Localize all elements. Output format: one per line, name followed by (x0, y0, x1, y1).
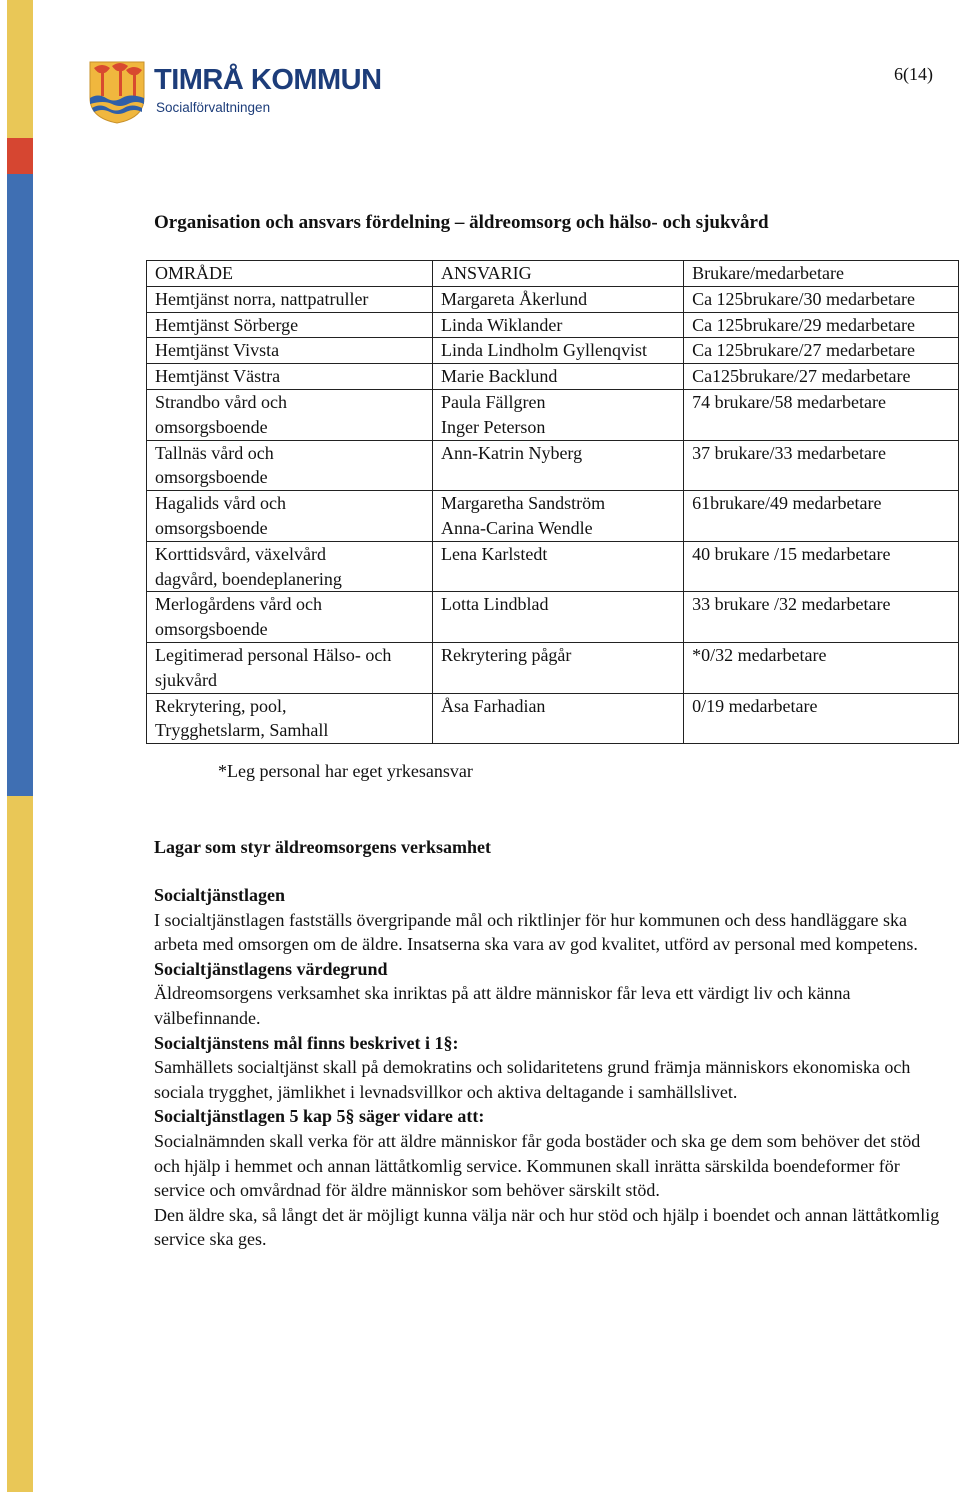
side-stripe-yellow-bottom (7, 796, 33, 1492)
table-row (147, 693, 959, 744)
area-cell-line: omsorgsboende (155, 517, 268, 538)
area-cell (147, 286, 433, 312)
area-cell-line: Legitimerad personal Hälso- och (155, 644, 392, 665)
area-cell-line: Rekrytering, pool, (155, 695, 287, 716)
laws-heading (154, 835, 944, 860)
responsible-cell (432, 389, 683, 440)
count-cell: Ca125brukare/27 medarbetare (684, 364, 959, 390)
responsible-cell-line: Anna-Carina Wendle (440, 517, 593, 538)
responsible-cell-line: Linda Lindholm Gyllenqvist (440, 340, 647, 361)
responsible-cell (432, 312, 683, 338)
count-cell: 37 brukare/33 medarbetare (684, 440, 959, 491)
area-cell-line: Strandbo vård och (155, 391, 287, 412)
responsible-cell (432, 364, 683, 390)
responsible-cell-line: Rekrytering pågår (440, 644, 572, 665)
area-cell (147, 440, 433, 491)
responsible-cell (432, 592, 683, 643)
subsection-heading: Socialtjänstlagens värdegrund (154, 958, 388, 979)
responsible-cell (432, 338, 683, 364)
area-cell-line: Hemtjänst Västra (155, 366, 281, 387)
header-responsible: ANSVARIG (432, 261, 683, 287)
area-cell-line: Tallnäs vård och (155, 442, 274, 463)
area-cell-line: Korttidsvård, växelvård (155, 543, 326, 564)
page-title: Organisation och ansvars fördelning – äldreomsorg och hälso- och sjukvård (154, 212, 769, 233)
area-cell (147, 592, 433, 643)
area-cell-line: Hemtjänst Vivsta (155, 340, 280, 361)
table-row (147, 440, 959, 491)
responsible-cell-line: Lena Karlstedt (440, 543, 548, 564)
responsible-cell (432, 491, 683, 542)
count-cell: 40 brukare /15 medarbetare (684, 541, 959, 592)
subsection-heading: Socialtjänstens mål finns beskrivet i 1§: (154, 1032, 459, 1053)
area-cell (147, 338, 433, 364)
count-cell: *0/32 medarbetare (684, 642, 959, 693)
count-cell: Ca 125brukare/27 medarbetare (684, 338, 959, 364)
area-cell-line: omsorgsboende (155, 416, 268, 437)
responsible-cell (432, 693, 683, 744)
table-row (147, 642, 959, 693)
table-header-row (147, 261, 959, 287)
responsible-cell-line: Margaretha Sandström (440, 493, 606, 514)
footnote: *Leg personal har eget yrkesansvar (218, 761, 473, 781)
table-row (147, 491, 959, 542)
subsection-heading: Socialtjänstlagen 5 kap 5§ säger vidare att: (154, 1106, 485, 1127)
side-stripe-yellow-top (7, 0, 33, 138)
municipal-coat-of-arms-icon (88, 60, 146, 124)
logo-name: TIMRÅ KOMMUN (154, 64, 382, 96)
responsible-cell-line: Margareta Åkerlund (440, 288, 588, 309)
section-heading: Lagar som styr äldreomsorgens verksamhet (154, 837, 491, 857)
responsible-cell (432, 286, 683, 312)
responsible-cell (432, 541, 683, 592)
area-cell (147, 491, 433, 542)
area-cell (147, 693, 433, 744)
logo-subtitle: Socialförvaltningen (156, 100, 271, 115)
count-cell: Ca 125brukare/29 medarbetare (684, 312, 959, 338)
table-row (147, 286, 959, 312)
table-row (147, 592, 959, 643)
area-cell (147, 541, 433, 592)
paragraph: Samhällets socialtjänst skall på demokratins och solidaritetens grund främja människors ekonomiska och sociala trygghet, jämlikhet i levnadsvillkor och aktiva deltagande i samhällslivet. (154, 1057, 911, 1102)
subsection-heading: Socialtjänstlagen (154, 885, 286, 905)
area-cell-line: dagvård, boendeplanering (155, 568, 342, 589)
area-cell-line: sjukvård (155, 669, 217, 690)
area-cell (147, 389, 433, 440)
laws-body (154, 883, 944, 1252)
area-cell-line: Hagalids vård och (155, 493, 286, 514)
table-row (147, 338, 959, 364)
area-cell (147, 642, 433, 693)
responsible-cell-line: Linda Wiklander (440, 314, 563, 335)
area-cell (147, 312, 433, 338)
count-cell: 74 brukare/58 medarbetare (684, 389, 959, 440)
table-row (147, 312, 959, 338)
organisation-table (146, 260, 959, 744)
table-row (147, 389, 959, 440)
responsible-cell-line: Åsa Farhadian (440, 695, 546, 716)
responsible-cell-line: Inger Peterson (440, 416, 546, 437)
side-stripe-blue (7, 174, 33, 796)
area-cell-line: Hemtjänst Sörberge (155, 314, 299, 335)
table-row (147, 364, 959, 390)
side-stripe-red (7, 138, 33, 174)
page-number: 6(14) (894, 64, 933, 84)
paragraph: Den äldre ska, så långt det är möjligt kunna välja när och hur stöd och hjälp i boendet och annan lättåtkomlig service ska ges. (154, 1204, 940, 1250)
count-cell: 33 brukare /32 medarbetare (684, 592, 959, 643)
responsible-cell (432, 642, 683, 693)
count-cell: Ca 125brukare/30 medarbetare (684, 286, 959, 312)
paragraph: I socialtjänstlagen fastställs övergripande mål och riktlinjer för hur kommunen och dess handläggare ska arbeta med omsorgen om de äldre. Insatserna ska vara av god kvalitet, utförd av personal med kompetens. (154, 909, 918, 955)
responsible-cell-line: Lotta Lindblad (440, 594, 549, 615)
area-cell-line: Merlogårdens vård och (155, 594, 322, 615)
responsible-cell (432, 440, 683, 491)
responsible-cell-line: Paula Fällgren (440, 391, 546, 412)
area-cell-line: Trygghetslarm, Samhall (155, 720, 329, 741)
table-row (147, 541, 959, 592)
paragraph: Socialnämnden skall verka för att äldre människor får goda bostäder och ska ge dem som behöver det stöd och hjälp i hemmet och annan lättåtkomlig service. Kommunen skall inrätta särskilda boendeformer för service och omvårdnad för äldre människor som behöver särskilt stöd. (154, 1130, 921, 1201)
paragraph: Äldreomsorgens verksamhet ska inriktas på att äldre människor får leva ett värdigt liv och känna välbefinnande. (154, 983, 851, 1028)
responsible-cell-line: Ann-Katrin Nyberg (440, 442, 583, 463)
area-cell-line: Hemtjänst norra, nattpatruller (155, 288, 369, 309)
responsible-cell-line: Marie Backlund (440, 366, 558, 387)
area-cell (147, 364, 433, 390)
header-area: OMRÅDE (147, 261, 433, 287)
area-cell-line: omsorgsboende (155, 467, 268, 488)
header-count: Brukare/medarbetare (684, 261, 959, 287)
timra-kommun-logo (88, 60, 382, 126)
count-cell: 0/19 medarbetare (684, 693, 959, 744)
area-cell-line: omsorgsboende (155, 619, 268, 640)
count-cell: 61brukare/49 medarbetare (684, 491, 959, 542)
